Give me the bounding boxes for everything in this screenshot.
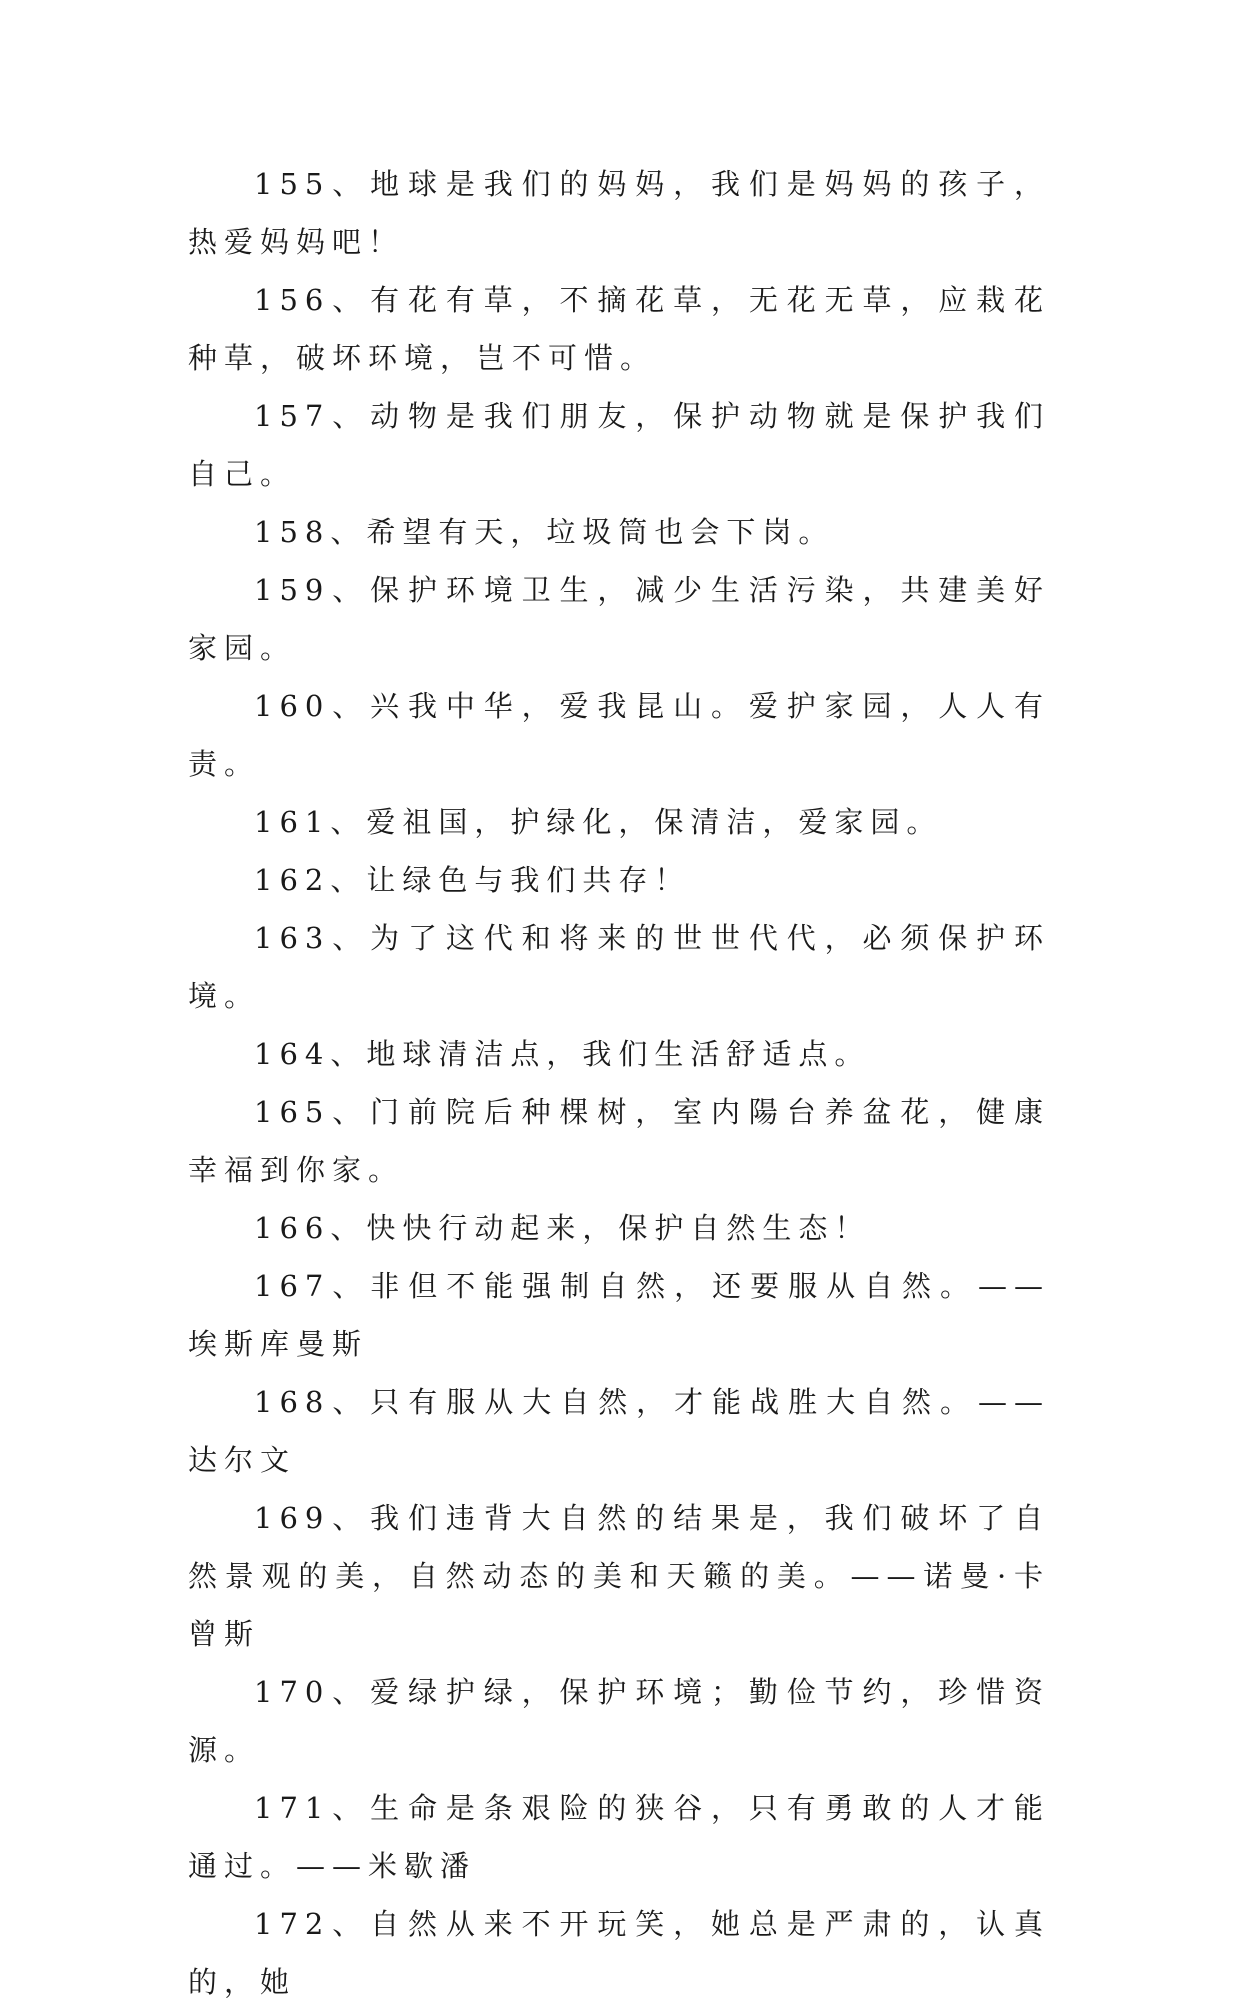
paragraph-170: 170、爱绿护绿，保护环境；勤俭节约，珍惜资源。: [188, 1675, 1050, 1767]
paragraph-162: 162、让绿色与我们共存！: [254, 863, 691, 897]
paragraph-158: 158、希望有天，垃圾筒也会下岗。: [254, 515, 835, 549]
paragraph-156: 156、有花有草，不摘花草，无花无草，应栽花种草，破坏环境，岂不可惜。: [188, 283, 1050, 375]
paragraph-166: 166、快快行动起来，保护自然生态！: [254, 1211, 871, 1245]
paragraph-164: 164、地球清洁点，我们生活舒适点。: [254, 1037, 871, 1071]
paragraph-161: 161、爱祖国，护绿化，保清洁，爱家园。: [254, 805, 943, 839]
document-body: [188, 155, 1050, 2011]
paragraph-171: 171、生命是条艰险的狭谷，只有勇敢的人才能通过。——米歇潘: [188, 1791, 1050, 1883]
paragraph-159: 159、保护环境卫生，减少生活污染，共建美好家园。: [188, 573, 1050, 665]
paragraph-167: 167、非但不能强制自然，还要服从自然。——埃斯库曼斯: [188, 1269, 1050, 1361]
paragraph-169: 169、我们违背大自然的结果是，我们破坏了自然景观的美，自然动态的美和天籁的美。——诺曼·卡曾斯: [188, 1501, 1050, 1651]
paragraph-157: 157、动物是我们朋友，保护动物就是保护我们自己。: [188, 399, 1050, 491]
paragraph-155: 155、地球是我们的妈妈，我们是妈妈的孩子，热爱妈妈吧！: [188, 167, 1050, 259]
paragraph-163: 163、为了这代和将来的世世代代，必须保护环境。: [188, 921, 1050, 1013]
paragraph-160: 160、兴我中华，爱我昆山。爱护家园，人人有责。: [188, 689, 1050, 781]
paragraph-165: 165、门前院后种棵树，室内陽台养盆花，健康幸福到你家。: [188, 1095, 1050, 1187]
paragraph-168: 168、只有服从大自然，才能战胜大自然。——达尔文: [188, 1385, 1050, 1477]
paragraph-172: 172、自然从来不开玩笑，她总是严肃的，认真的，她: [188, 1907, 1050, 1999]
